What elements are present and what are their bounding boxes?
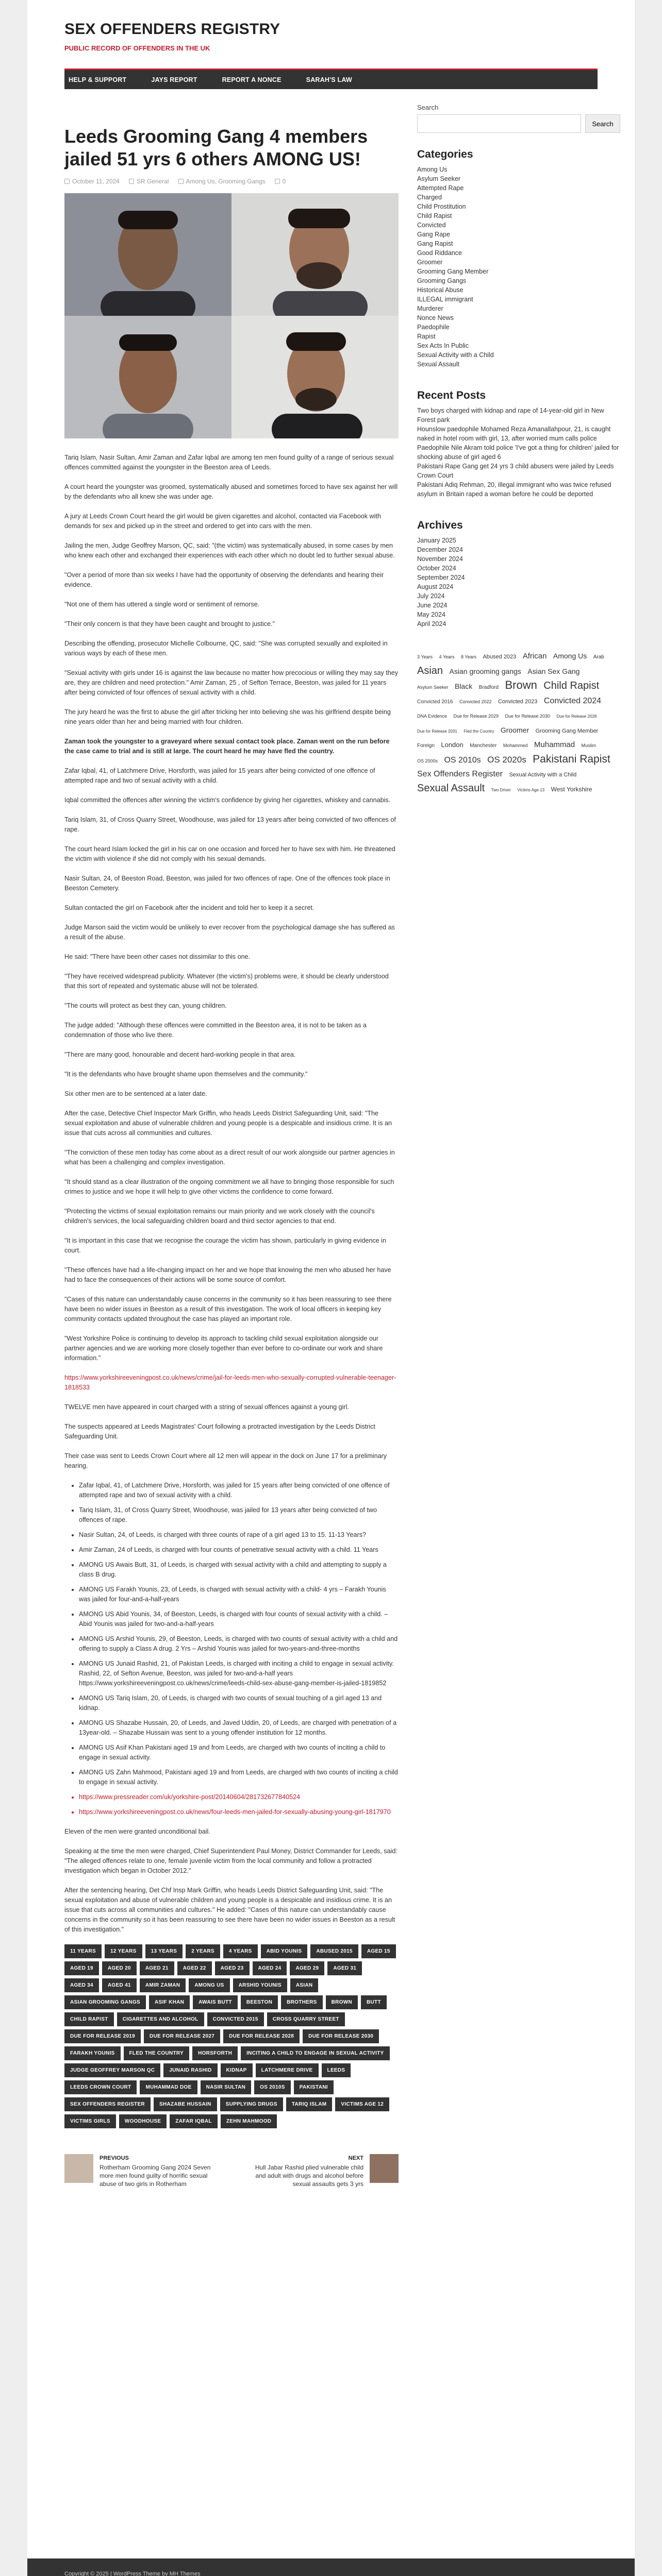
next-thumbnail[interactable] xyxy=(370,2154,399,2183)
body-paragraph: Eleven of the men were granted unconditional bail. xyxy=(64,1828,210,1835)
archives-list xyxy=(417,536,620,629)
user-icon xyxy=(129,179,134,184)
tag-link[interactable]: AGED 22 xyxy=(177,1961,212,1975)
site-title[interactable]: SEX OFFENDERS REGISTRY xyxy=(64,21,280,38)
cloud-tag-link[interactable]: Mohammed xyxy=(503,743,528,748)
cloud-tag-link[interactable]: Fled the Country xyxy=(464,729,494,734)
cloud-tag-link[interactable]: Asylum Seeker xyxy=(417,685,449,690)
tag-link[interactable]: WOODHOUSE xyxy=(119,2114,167,2128)
cloud-tag-link[interactable]: Convicted 2022 xyxy=(459,699,492,704)
archive-link[interactable]: January 2025 xyxy=(417,537,456,544)
body-paragraph: Tariq Islam, Nasir Sultan, Amir Zaman and Zafar Iqbal are among ten men found guilty of a range of serious sexual offences committed against the youngster in the Beeston area of Leeds. xyxy=(64,454,394,471)
search-form xyxy=(417,114,620,133)
body-paragraph: Their case was sent to Leeds Crown Court where all 12 men will appear in the dock on June 17 for a preliminary hearing. xyxy=(64,1452,387,1469)
defendant-list-item: • Nasir Sultan, 24, of Leeds, is charged with three counts of rape of a girl aged 13 to 15. 11-13 Years? xyxy=(79,1530,399,1540)
recent-posts-list xyxy=(417,406,620,499)
tag-link[interactable]: CIGARETTES AND ALCOHOL xyxy=(117,2012,204,2026)
post-content xyxy=(64,104,399,2188)
tag-link[interactable]: AGED 21 xyxy=(140,1961,174,1975)
tag-link[interactable]: JUNAID RASHID xyxy=(163,2063,217,2077)
cloud-tag-link[interactable]: Asian Sex Gang xyxy=(527,667,580,675)
body-paragraph: Nasir Sultan, 24, of Beeston Road, Beeston, was jailed for two offences of rape. One of the offences took place in Beeston Cemetery. xyxy=(64,875,390,892)
page xyxy=(27,0,635,2576)
tag-link[interactable]: AGED 29 xyxy=(290,1961,324,1975)
tag-link[interactable]: MUHAMMAD DOE xyxy=(140,2080,197,2094)
cloud-tag-link[interactable]: Convicted 2023 xyxy=(498,699,538,705)
body-paragraph: Jailing the men, Judge Geoffrey Marson, QC, said: "(the victim) was systematically abused, in some cases by men who knew each other and exchanged their experiences with each other which no doubt led to further sexual abuse. xyxy=(64,542,395,559)
category-link[interactable]: Charged xyxy=(417,194,442,201)
cloud-tag-link[interactable]: DNA Evidence xyxy=(417,714,448,719)
tag-link[interactable]: VICTIMS GIRLS xyxy=(64,2114,116,2128)
recent-post-link[interactable]: Pakistani Rape Gang get 24 yrs 3 child abusers were jailed by Leeds Crown Court xyxy=(417,463,614,479)
defendant-list-item[interactable]: • https://www.yorkshireeveningpost.co.uk/news/four-leeds-men-jailed-for-sexually-abusing-young-girl-1817970 xyxy=(79,1807,399,1817)
tag-link[interactable]: SEX OFFENDERS REGISTER xyxy=(64,2097,151,2111)
tag-link[interactable]: ASIF KHAN xyxy=(149,1995,190,2009)
mugshot-photo xyxy=(64,193,231,316)
tag-link[interactable]: LEEDS xyxy=(322,2063,351,2077)
tag-link[interactable]: SHAZABE HUSSAIN xyxy=(154,2097,217,2111)
category-link[interactable]: Child Rapist xyxy=(417,212,452,219)
tag-link[interactable]: LEEDS CROWN COURT xyxy=(64,2080,137,2094)
cloud-tag-link[interactable]: Bradford xyxy=(478,685,499,690)
post-body xyxy=(64,453,399,1935)
cloud-tag-link[interactable]: Muhammad xyxy=(534,740,575,749)
defendant-list-item: • AMONG US Tariq Islam, 20, of Leeds, is charged with two counts of sexual touching of a girl aged 13 and kidnap. xyxy=(79,1693,399,1713)
tag-link[interactable]: HORSFORTH xyxy=(192,2046,238,2060)
tag-link[interactable]: BEESTON xyxy=(241,1995,278,2009)
tag-link[interactable]: ABID YOUNIS xyxy=(261,1944,308,1958)
category-link[interactable]: Sexual Assault xyxy=(417,361,459,368)
source-link-paragraph xyxy=(64,1373,399,1393)
cloud-tag-link[interactable]: Victims Age 13 xyxy=(517,788,545,792)
tag-link[interactable]: FLED THE COUNTRY xyxy=(124,2046,190,2060)
tag-link[interactable]: AGED 23 xyxy=(215,1961,250,1975)
category-link[interactable]: Murderer xyxy=(417,305,443,312)
next-label: NEXT xyxy=(348,2155,363,2161)
cloud-tag-link[interactable]: OS 2010s xyxy=(444,756,481,765)
category-link[interactable]: Sexual Activity with a Child xyxy=(417,351,494,359)
body-paragraph: "There are many good, honourable and decent hard-working people in that area. xyxy=(64,1051,296,1058)
body-paragraph: Zafar Iqbal, 41, of Latchmere Drive, Horsforth, was jailed for 15 years after being convicted of one offence of attempted rape and two of sexual activity with a child. xyxy=(64,767,375,784)
cloud-tag-link[interactable]: Due for Release 2028 xyxy=(556,714,597,719)
cloud-tag-link[interactable]: Pakistani Rapist xyxy=(533,753,610,765)
tag-link[interactable]: INCITING A CHILD TO ENGAGE IN SEXUAL ACTIVITY xyxy=(241,2046,389,2060)
tag-link[interactable]: ZAFAR IQBAL xyxy=(170,2114,218,2128)
tag-link[interactable]: DUE FOR RELEASE 2019 xyxy=(64,2029,141,2043)
cloud-tag-link[interactable]: Sex Offenders Register xyxy=(417,770,503,778)
tag-link[interactable]: AWAIS BUTT xyxy=(193,1995,238,2009)
tag-link[interactable]: NASIR SULTAN xyxy=(201,2080,252,2094)
cloud-tag-link[interactable]: OS 2020s xyxy=(487,755,526,765)
archive-link[interactable]: September 2024 xyxy=(417,574,465,581)
category-link[interactable]: Historical Abuse xyxy=(417,286,464,294)
archive-link[interactable]: October 2024 xyxy=(417,565,456,572)
archive-link[interactable]: July 2024 xyxy=(417,592,445,600)
body-paragraph: The court heard Islam locked the girl in his car on one occasion and forced her to have sex with him. He threatened the victim with violence if she did not comply with his sexual demands. xyxy=(64,845,395,862)
archive-link[interactable]: August 2024 xyxy=(417,583,454,590)
tag-link[interactable]: DUE FOR RELEASE 2027 xyxy=(144,2029,220,2043)
category-link[interactable]: Paedophile xyxy=(417,324,450,331)
search-input[interactable] xyxy=(417,114,581,133)
mugshot-grid xyxy=(64,193,399,438)
cloud-tag-link[interactable]: Among Us xyxy=(553,652,587,660)
body-paragraph: "It is the defendants who have brought shame upon themselves and the community." xyxy=(64,1071,308,1078)
cloud-tag-link[interactable]: 3 Years xyxy=(417,654,433,659)
site-header xyxy=(27,0,635,52)
category-link[interactable]: Child Prostitution xyxy=(417,203,466,210)
defendant-list-item: • AMONG US Abid Younis, 34, of Beeston, Leeds, is charged with four counts of sexual activity with a child. – Abid Younis was jailed for two-and-a-half-years xyxy=(79,1609,399,1629)
previous-post[interactable] xyxy=(64,2154,219,2188)
main-nav xyxy=(64,69,598,89)
body-paragraph: The jury heard he was the first to abuse the girl after tricking her into believing she was his girlfriend despite being nine years older than her and being married with four children. xyxy=(64,708,391,725)
tag-link[interactable]: AGED 41 xyxy=(102,1978,137,1992)
tag-link[interactable]: 4 YEARS xyxy=(223,1944,258,1958)
tag-link[interactable]: AGED 24 xyxy=(253,1961,287,1975)
tag-link[interactable]: AGED 19 xyxy=(64,1961,99,1975)
post-comments[interactable]: 0 xyxy=(275,178,286,185)
body-paragraph: Iqbal committed the offences after winning the victim's confidence by giving her cigarettes, whiskey and cannabis. xyxy=(64,796,391,804)
folder-icon xyxy=(178,179,184,184)
body-paragraph: TWELVE men have appeared in court charged with a string of sexual offences against a young girl. xyxy=(64,1403,349,1411)
tag-link[interactable]: ABUSED 2015 xyxy=(310,1944,358,1958)
defendant-list-item[interactable]: • https://www.pressreader.com/uk/yorkshire-post/20140604/281732677840524 xyxy=(79,1792,399,1802)
tag-link[interactable]: ASIAN xyxy=(290,1978,319,1992)
body-paragraph: Tariq Islam, 31, of Cross Quarry Street, Woodhouse, was jailed for 13 years after being convicted of two offences of rape. xyxy=(64,816,396,833)
cloud-tag-link[interactable]: Muslim xyxy=(581,743,597,748)
next-post[interactable] xyxy=(244,2154,399,2188)
body-paragraph: "They have received widespread publicity. Whatever (the victim's) problems were, it should be clearly understood that this sort of repeated and systematic abuse will not be tolerated. xyxy=(64,973,389,990)
category-link[interactable]: Among Us xyxy=(417,166,448,173)
tag-link[interactable]: AGED 34 xyxy=(64,1978,99,1992)
cloud-tag-link[interactable]: Sexual Activity with a Child xyxy=(509,772,577,778)
cloud-tag-link[interactable]: Due for Release 2029 xyxy=(453,714,499,719)
category-link[interactable]: Asylum Seeker xyxy=(417,175,461,182)
body-paragraph: Judge Marson said the victim would be unlikely to ever recover from the psychological damage she has suffered as a result of the abuse. xyxy=(64,924,395,941)
tag-link[interactable]: LATCHMERE DRIVE xyxy=(256,2063,319,2077)
post-navigation xyxy=(64,2154,399,2188)
cloud-tag-link[interactable]: Asian xyxy=(417,665,443,676)
tag-link[interactable]: DUE FOR RELEASE 2028 xyxy=(223,2029,300,2043)
category-link[interactable]: Sex Acts In Public xyxy=(417,342,469,349)
body-paragraph: After the case, Detective Chief Inspector Mark Griffin, who heads Leeds District Safeguarding Unit, said: "The sexual exploitation and abuse of vulnerable children and young people is a despicable and insidious crime. It is an issue that cuts across all communities and cultures. xyxy=(64,1110,392,1137)
cloud-tag-link[interactable]: Brown xyxy=(505,679,537,691)
nav-jays-report[interactable]: JAYS REPORT xyxy=(151,76,197,83)
tag-link[interactable]: SUPPLYING DRUGS xyxy=(220,2097,283,2111)
mugshot-photo xyxy=(231,193,399,316)
tag-link[interactable]: 11 YEARS xyxy=(64,1944,102,1958)
cloud-tag-link[interactable]: Convicted 2024 xyxy=(543,697,602,705)
category-link[interactable]: Groomer xyxy=(417,259,443,266)
body-paragraph: Sultan contacted the girl on Facebook after the incident and told her to keep it a secret. xyxy=(64,904,315,911)
body-paragraph: "Their only concern is that they have been caught and brought to justice." xyxy=(64,620,275,628)
body-paragraph: After the sentencing hearing, Det Chf Insp Mark Griffin, who heads Leeds District Safeguarding Unit, said: "The sexual exploitation and abuse of vulnerable children and young people is a despicable and insidious crime. It is an issue that cuts across all communities and cultures." He added: "Cases of this nature can understandably cause concerns in the community so it has been reassuring to see there have been no wider issues in Beeston as a result of this investigation." xyxy=(64,1887,395,1933)
body-paragraph: Describing the offending, prosecutor Michelle Colbourne, QC, said: "She was corrupted sexually and exploited in various ways by each of these men. xyxy=(64,640,388,657)
tag-cloud xyxy=(417,649,620,797)
tag-link[interactable]: ARSHID YOUNIS xyxy=(233,1978,287,1992)
archive-link[interactable]: June 2024 xyxy=(417,602,448,609)
body-paragraph: The suspects appeared at Leeds Magistrates' Court following a protracted investigation by the Leeds District Safeguarding Unit. xyxy=(64,1423,376,1440)
tag-list xyxy=(64,1944,399,2128)
defendant-list-item: • AMONG US Asif Khan Pakistani aged 19 and from Leeds, are charged with two counts of inciting a child to engage in sexual activity. xyxy=(79,1743,399,1762)
archives-heading: Archives xyxy=(417,519,463,531)
search-button[interactable]: Search xyxy=(585,114,620,133)
tag-link[interactable]: 2 YEARS xyxy=(186,1944,220,1958)
comment-icon xyxy=(275,179,280,184)
defendant-list-item: • AMONG US Junaid Rashid, 21, of Pakistan Leeds, is charged with inciting a child to engage in sexual activity. Rashid, 22, of Sefton Avenue, Beeston, was jailed for two-and-a-half years https://www.yorkshireeveningpost.co.uk/news/crime/leeds-child-sex-abuse-gang-member-is-jailed-1819852 xyxy=(79,1659,399,1688)
archive-link[interactable]: April 2024 xyxy=(417,620,446,628)
defendant-list-item: • AMONG US Farakh Younis, 23, of Leeds, is charged with sexual activity with a child- 4 yrs – Farakh Younis was jailed for four-and-a-half-years xyxy=(79,1585,399,1604)
nav-sarahs-law[interactable]: SARAH'S LAW xyxy=(306,76,352,83)
nav-help-support[interactable]: HELP & SUPPORT xyxy=(69,76,127,83)
cloud-tag-link[interactable]: Two Driver xyxy=(491,788,511,792)
cloud-tag-link[interactable]: Child Rapist xyxy=(543,680,600,691)
tag-link[interactable]: FARAKH YOUNIS xyxy=(64,2046,121,2060)
tag-link[interactable]: ZEHN MAHMOOD xyxy=(221,2114,277,2128)
body-paragraph: "Over a period of more than six weeks I have had the opportunity of observing the defendants and hearing their evidence. xyxy=(64,571,384,588)
sidebar xyxy=(417,104,620,2188)
recent-post-link[interactable]: Hounslow paedophile Mohamed Reza Amanallahpour, 21, is caught naked in hotel room with girl, 13, after worried mum calls police xyxy=(417,426,611,442)
tag-link[interactable]: TARIQ ISLAM xyxy=(286,2097,333,2111)
source-link[interactable]: https://www.yorkshireeveningpost.co.uk/news/crime/jail-for-leeds-men-who-sexually-corrupted-vulnerable-teenager-1818533 xyxy=(64,1374,396,1391)
tag-link[interactable]: PAKISTANI xyxy=(294,2080,334,2094)
category-link[interactable]: Grooming Gangs xyxy=(417,277,467,284)
tag-link[interactable]: 12 YEARS xyxy=(105,1944,142,1958)
tag-link[interactable]: AMIR ZAMAN xyxy=(140,1978,186,1992)
cloud-tag-link[interactable]: Black xyxy=(454,682,473,690)
cloud-tag-link[interactable]: Groomer xyxy=(500,726,529,734)
defendant-list-item: • Zafar Iqbal, 41, of Latchmere Drive, Horsforth, was jailed for 15 years after being convicted of one offence of attempted rape and two of sexual activity with a child. xyxy=(79,1481,399,1500)
body-paragraph: "Not one of them has uttered a single word or sentiment of remorse. xyxy=(64,601,260,608)
cloud-tag-link[interactable]: Asian grooming gangs xyxy=(449,667,521,675)
category-link[interactable]: Gang Rapist xyxy=(417,240,453,247)
defendant-list-item: • Tariq Islam, 31, of Cross Quarry Street, Woodhouse, was jailed for 13 years after being convicted of two offences of rape. xyxy=(79,1505,399,1525)
cloud-tag-link[interactable]: Foreign xyxy=(417,743,435,749)
previous-label: PREVIOUS xyxy=(100,2155,129,2161)
tag-link[interactable]: AMONG US xyxy=(189,1978,229,1992)
body-paragraph: "These offences have had a life-changing impact on her and we hope that knowing the men who abused her have had to face the consequences of their actions will be some source of comfort. xyxy=(64,1266,391,1283)
archive-link[interactable]: December 2024 xyxy=(417,546,463,553)
category-link[interactable]: Convicted xyxy=(417,222,446,229)
calendar-icon xyxy=(64,179,70,184)
cloud-tag-link[interactable]: African xyxy=(522,652,547,660)
cloud-tag-link[interactable]: Convicted 2016 xyxy=(417,699,453,705)
body-paragraph: A court heard the youngster was groomed, systematically abused and sometimes forced to have sex against her will by the defendants who all knew she was under age. xyxy=(64,483,398,500)
body-paragraph: Zaman took the youngster to a graveyard where sexual contact took place. Zaman went on the run before the case came to trial and is still at large. The court heard he may have fled the country. xyxy=(64,738,390,755)
cloud-tag-link[interactable]: Due for Release 2031 xyxy=(417,729,457,734)
cloud-tag-link[interactable]: London xyxy=(441,741,464,749)
cloud-tag-link[interactable]: 4 Years xyxy=(439,654,455,659)
mugshot-photo xyxy=(231,316,399,438)
body-paragraph: The judge added: "Although these offences were committed in the Beeston area, it is not to be taken as a condemnation of those who live there. xyxy=(64,1022,367,1039)
tag-link[interactable]: AGED 31 xyxy=(327,1961,362,1975)
tag-link[interactable]: BROWN xyxy=(326,1995,358,2009)
body-paragraph: "It is important in this case that we recognise the courage the victim has shown, particularly in giving evidence in court. xyxy=(64,1237,386,1254)
tag-link[interactable]: CHILD RAPIST xyxy=(64,2012,114,2026)
cloud-tag-link[interactable]: Due for Release 2030 xyxy=(505,714,551,719)
mugshot-photo xyxy=(64,316,231,438)
post-meta xyxy=(64,178,399,185)
tag-link[interactable]: KIDNAP xyxy=(221,2063,253,2077)
body-paragraph: "The courts will protect as best they can, young children. xyxy=(64,1002,227,1009)
footer-copyright: Copyright © 2025 | WordPress Theme by MH Themes xyxy=(64,2571,201,2576)
post-categories[interactable]: Among Us, Grooming Gangs xyxy=(178,178,266,185)
tag-link[interactable]: BROTHERS xyxy=(281,1995,323,2009)
tag-link[interactable]: OS 2010S xyxy=(254,2080,291,2094)
defendant-list-item: • Amir Zaman, 24 of Leeds, is charged with four counts of penetrative sexual activity with a child. 11 Years xyxy=(79,1545,399,1555)
cloud-tag-link[interactable]: Sexual Assault xyxy=(417,783,485,794)
category-link[interactable]: Nonce News xyxy=(417,314,454,321)
archive-link[interactable]: November 2024 xyxy=(417,555,463,563)
category-link[interactable]: Grooming Gang Member xyxy=(417,268,489,275)
body-paragraph: A jury at Leeds Crown Court heard the girl would be given cigarettes and alcohol, contacted via Facebook with demands for sex and picked up in the street and ordered to get into cars with the men. xyxy=(64,513,381,530)
tag-link[interactable]: AGED 20 xyxy=(102,1961,137,1975)
next-title[interactable]: Hull Jabar Rashid plied vulnerable child and adult with drugs and alcohol before sexual assaults gets 3 yrs xyxy=(255,2164,363,2188)
tag-link[interactable]: VICTIMS AGE 12 xyxy=(335,2097,389,2111)
cloud-tag-link[interactable]: West Yorkshire xyxy=(551,786,592,793)
defendant-list-item: • AMONG US Zahn Mahmood, Pakistani aged 19 and from Leeds, are charged with two counts of inciting a child to engage in sexual activity. xyxy=(79,1768,399,1787)
tag-link[interactable]: JUDGE GEOFFREY MARSON QC xyxy=(64,2063,160,2077)
site-footer xyxy=(27,2558,635,2576)
search-label: Search xyxy=(417,104,439,111)
post-title: Leeds Grooming Gang 4 members jailed 51 yrs 6 others AMONG US! xyxy=(64,126,368,170)
cloud-tag-link[interactable]: 8 Years xyxy=(460,654,476,659)
defendant-list-item: • AMONG US Arshid Younis, 29, of Beeston, Leeds, is charged with two counts of sexual activity with a child and offering to supply a Class A drug. 2 Yrs – Arshid Younis was jailed for two-years-and-three-months xyxy=(79,1634,399,1654)
defendant-list-item: • AMONG US Awais Butt, 31, of Leeds, is charged with sexual activity with a child and attempting to supply a class B drug. xyxy=(79,1560,399,1580)
cloud-tag-link[interactable]: Abused 2023 xyxy=(483,654,517,660)
tag-link[interactable]: DUE FOR RELEASE 2030 xyxy=(303,2029,379,2043)
category-link[interactable]: Good Riddance xyxy=(417,249,462,257)
body-paragraph: "West Yorkshire Police is continuing to develop its approach to tackling child sexual exploitation alongside our partner agencies and we are working more closely together than ever before to co-ordinate our work and share information." xyxy=(64,1335,383,1362)
body-paragraph: "Cases of this nature can understandably cause concerns in the community so it has been reassuring to see there have been no wider issues in Beeston as a result of this investigation. The work of local officers in keeping key community contacts updated throughout the case has played an important role. xyxy=(64,1296,392,1323)
cloud-tag-link[interactable]: Arab xyxy=(593,654,604,660)
body-paragraph: He said: "There have been other cases not dissimilar to this one. xyxy=(64,953,251,960)
tag-link[interactable]: ASIAN GROOMING GANGS xyxy=(64,1995,146,2009)
categories-heading: Categories xyxy=(417,148,473,160)
previous-thumbnail[interactable] xyxy=(64,2154,93,2183)
cloud-tag-link[interactable]: OS 2000s xyxy=(417,758,438,764)
site-description: PUBLIC RECORD OF OFFENDERS IN THE UK xyxy=(64,44,210,52)
post-date: October 11, 2024 xyxy=(64,178,120,185)
body-paragraph: "The conviction of these men today has come about as a direct result of our work alongside our partner agencies in what has been a challenging and complex investigation. xyxy=(64,1149,395,1166)
tag-link[interactable]: AGED 15 xyxy=(361,1944,396,1958)
category-link[interactable]: Attempted Rape xyxy=(417,184,464,192)
categories-list xyxy=(417,165,620,369)
body-paragraph: "Protecting the victims of sexual exploitation remains our main priority and we work closely with the council's children's services, the local safeguarding children board and third sector agencies to that end. xyxy=(64,1208,375,1225)
tag-link[interactable]: CROSS QUARRY STREET xyxy=(267,2012,345,2026)
tag-link[interactable]: BUTT xyxy=(361,1995,387,2009)
nav-report-nonce[interactable]: REPORT A NONCE xyxy=(222,76,282,83)
cloud-tag-link[interactable]: Grooming Gang Member xyxy=(535,728,599,734)
tag-link[interactable]: CONVICTED 2015 xyxy=(207,2012,264,2026)
tag-link[interactable]: 13 YEARS xyxy=(145,1944,183,1958)
cloud-tag-link[interactable]: Manchester xyxy=(470,743,497,749)
body-paragraph: "It should stand as a clear illustration of the ongoing commitment we all have to bringing those responsible for such crimes to justice and we hope it will help to give other victims the confidence to come forward. xyxy=(64,1178,394,1195)
category-link[interactable]: Rapist xyxy=(417,333,436,340)
defendant-list xyxy=(79,1481,399,1817)
body-paragraph: Speaking at the time the men were charged, Chief Superintendent Paul Money, District Commander for Leeds, said: "The alleged offences relate to one, female juvenile victim from the local community and follow a protracted investigation which began in October 2012." xyxy=(64,1848,398,1874)
recent-post-link[interactable]: Paedophile Nile Akram told police 'I've got a thing for children' jailed for shocking abuse of girl aged 6 xyxy=(417,444,619,461)
category-link[interactable]: ILLEGAL immigrant xyxy=(417,296,473,303)
body-paragraph: "Sexual activity with girls under 16 is against the law because no matter how precocious or willing they may say they are, they are children and need protection." Amir Zaman, 25 , of Sefton Terrace, Beeston, was jailed for 11 years after being convicted of four offences of sexual activity with a child. xyxy=(64,669,399,696)
body-paragraph: Six other men are to be sentenced at a later date. xyxy=(64,1090,207,1097)
defendant-list-item: • AMONG US Shazabe Hussain, 20, of Leeds, and Javed Uddin, 20, of Leeds, are charged with penetration of a 13year-old. – Shazabe Hussain was sent to a young offender institution for 12 months. xyxy=(79,1718,399,1738)
recent-post-link[interactable]: Two boys charged with kidnap and rape of 14-year-old girl in New Forest park xyxy=(417,407,604,423)
post-author[interactable]: SR General xyxy=(129,178,169,185)
previous-title[interactable]: Rotherham Grooming Gang 2024 Seven more men found guilty of horrific sexual abuse of two girls in Rotherham xyxy=(100,2164,211,2188)
category-link[interactable]: Gang Rape xyxy=(417,231,450,238)
archive-link[interactable]: May 2024 xyxy=(417,611,445,618)
recent-posts-heading: Recent Posts xyxy=(417,389,486,401)
recent-post-link[interactable]: Pakistani Adiq Rehman, 20, illegal immigrant who was twice refused asylum in Britain raped a woman before he could be deported xyxy=(417,481,611,498)
